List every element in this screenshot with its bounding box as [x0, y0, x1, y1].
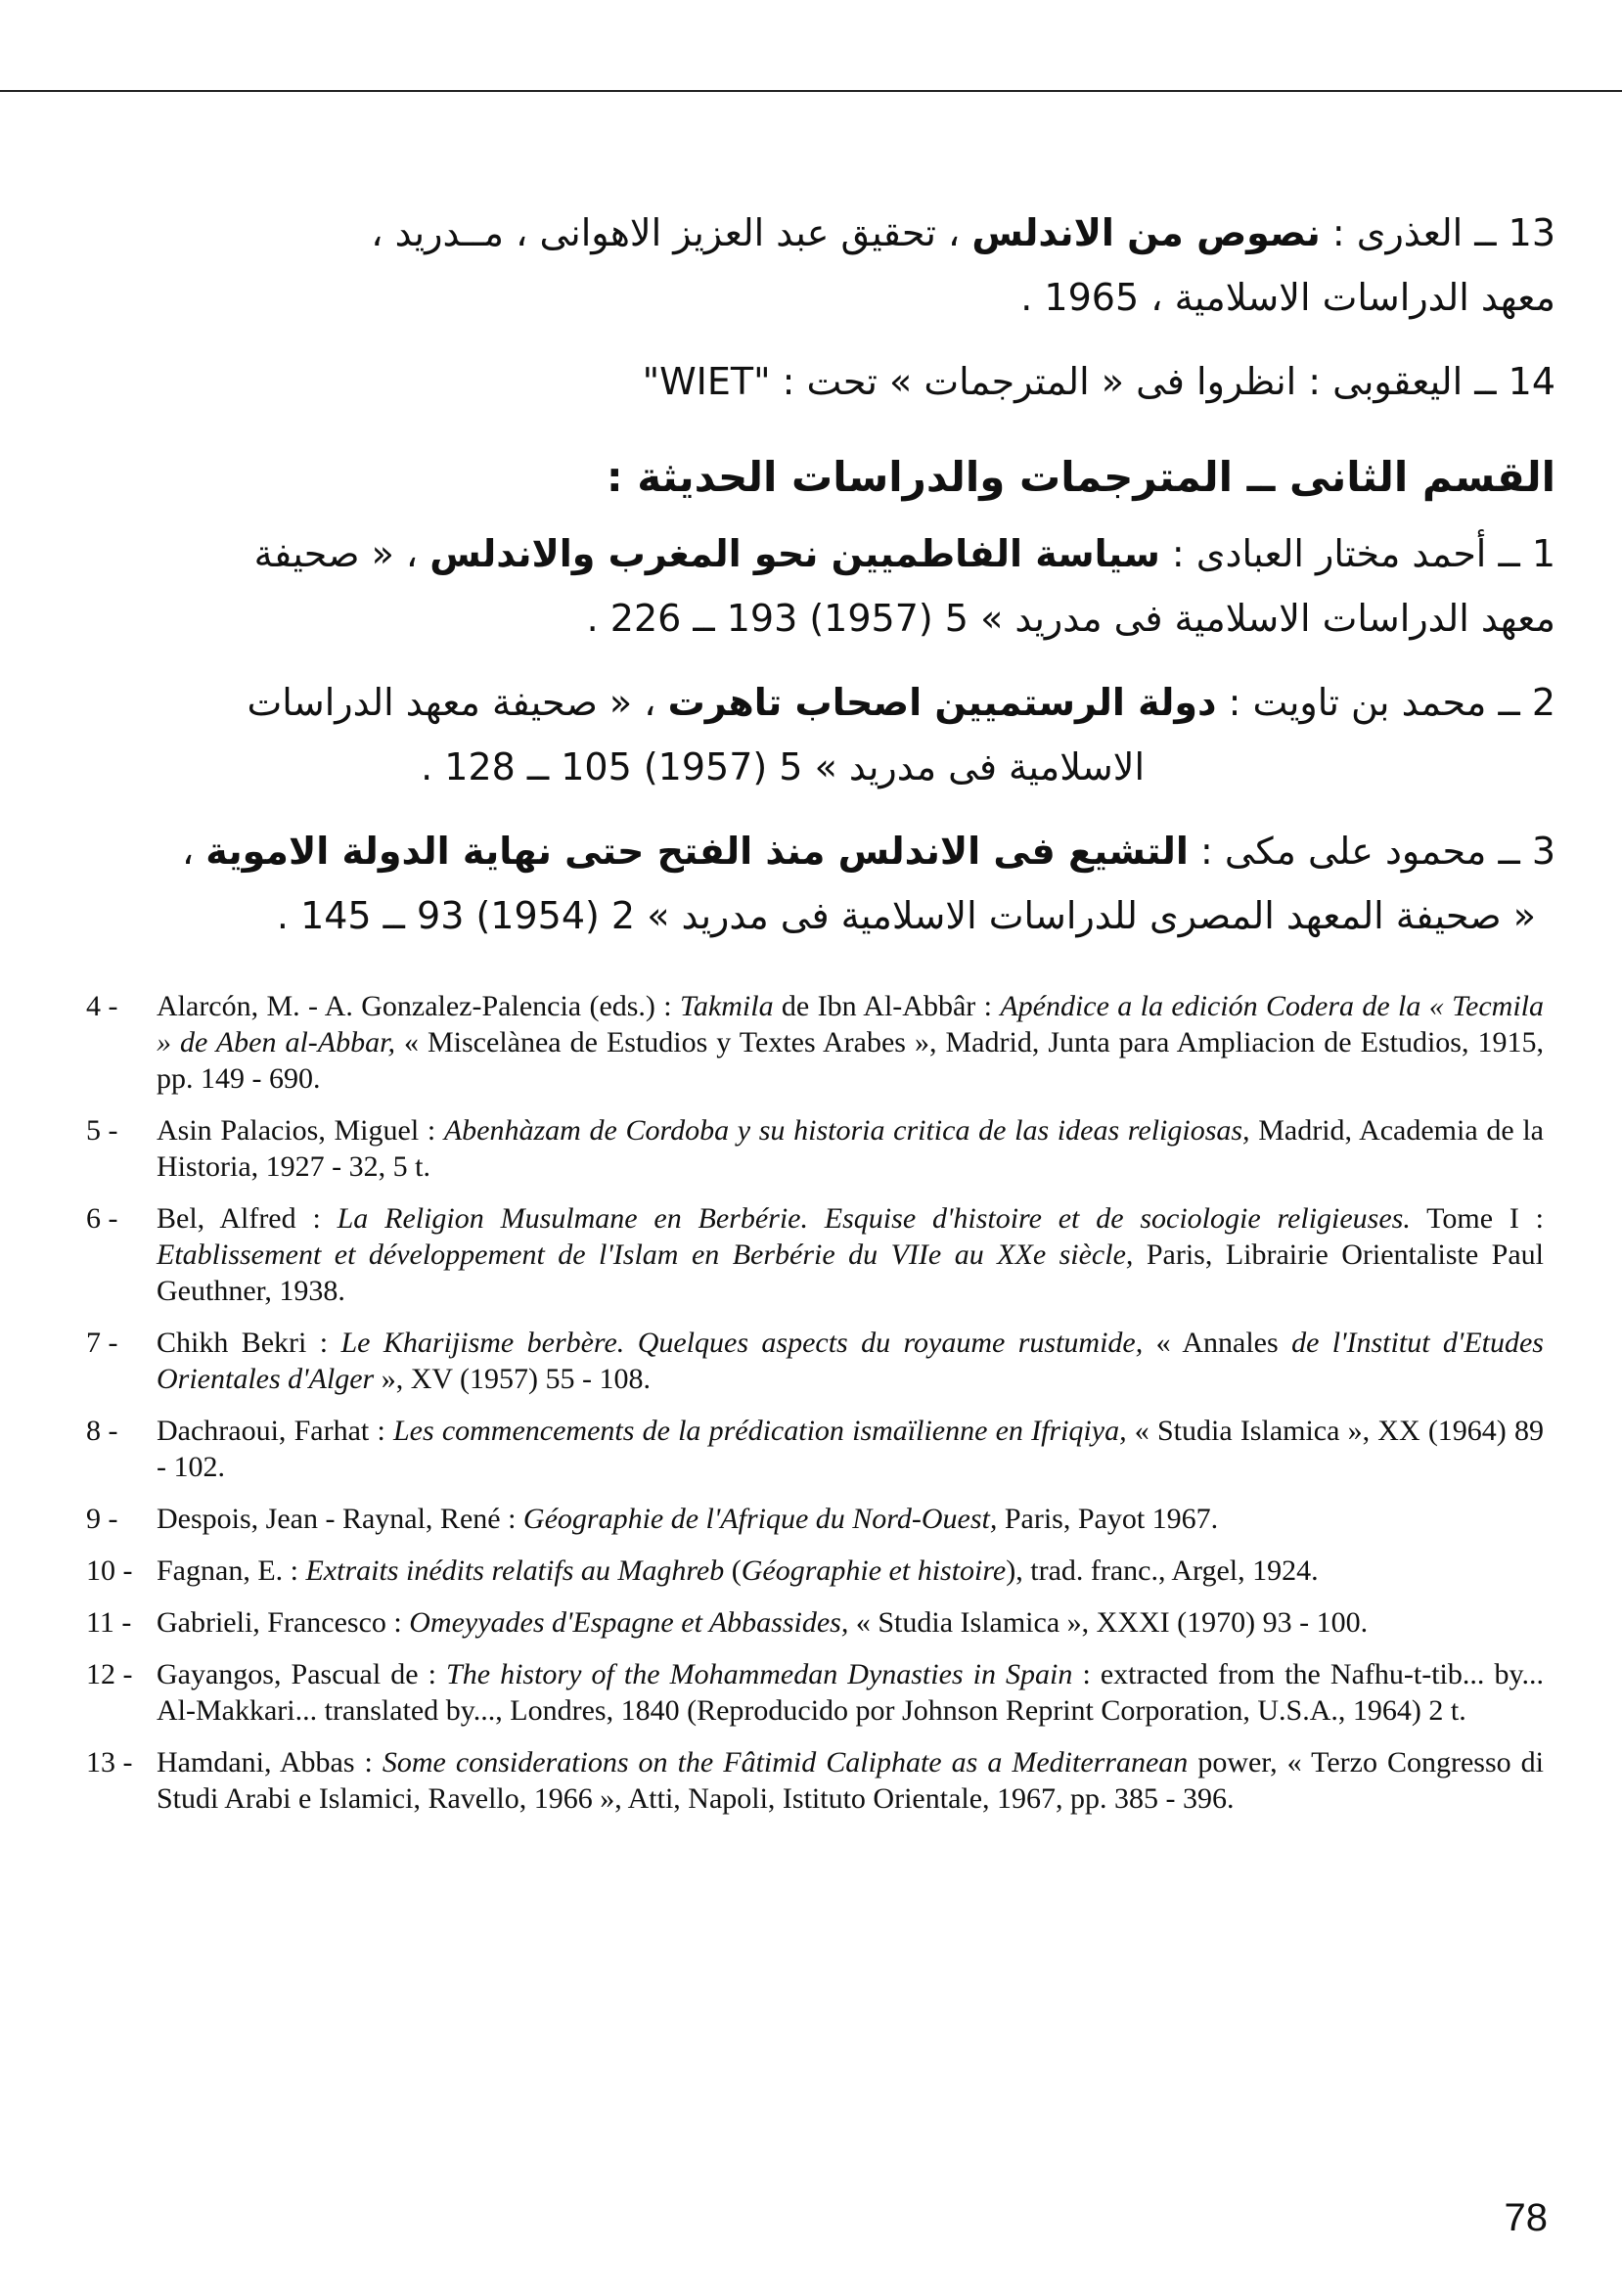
item-title: سياسة الفاطميين نحو المغرب والاندلس	[429, 532, 1160, 575]
item-author: محمد بن تاويت :	[1216, 681, 1487, 724]
arabic-modern-2-cont: الاسلامية فى مدريد » 5 (1957) 105 ــ 128 .	[421, 745, 1145, 788]
arabic-section	[78, 201, 1555, 948]
reference-number: 7 -	[86, 1327, 118, 1359]
ref-text: « Studia Islamica », XX (1964) 89 - 102.	[157, 1415, 1544, 1483]
reference-number: 11 -	[86, 1606, 132, 1639]
ref-title: La Religion Musulmane en Berbérie. Esquise d'histoire et de sociologie religieuses.	[337, 1202, 1411, 1235]
ref-title: Les commencements de la prédication ismaïlienne en Ifriqiya,	[392, 1415, 1127, 1447]
ref-title: Extraits inédits relatifs au Maghreb	[305, 1554, 725, 1587]
reference-item	[86, 988, 1544, 1097]
reference-number: 5 -	[86, 1114, 118, 1147]
arabic-modern-1: 1 ــ أحمد مختار العبادى : سياسة الفاطميين نحو المغرب والاندلس ، « صحيفة	[253, 532, 1555, 575]
ref-title: Some considerations on the Fâtimid Caliphate as a Mediterranean	[382, 1746, 1189, 1778]
item-author: أحمد مختار العبادى :	[1159, 532, 1487, 575]
arabic-modern-3-cont: « صحيفة المعهد المصرى للدراسات الاسلامية فى مدريد » 2 (1954) 93 ــ 145 .	[276, 894, 1536, 937]
arabic-item-13-cont: معهد الدراسات الاسلامية ، 1965 .	[1020, 276, 1555, 319]
references-list	[86, 988, 1544, 1832]
item-number: 14	[1508, 360, 1555, 403]
ref-text: power, « Terzo Congresso di Studi Arabi e Islamici, Ravello, 1966 », Atti, Napoli, Istituto Orientale, 1967, pp. 385 - 396.	[157, 1746, 1544, 1815]
item-number: 2	[1531, 681, 1555, 724]
ref-text: », XV (1957) 55 - 108.	[374, 1363, 651, 1395]
top-rule	[0, 90, 1622, 92]
reference-number: 13 -	[86, 1746, 133, 1778]
ref-text: Alarcón, M. - A. Gonzalez-Palencia (eds.) :	[157, 990, 680, 1022]
reference-item	[86, 1744, 1544, 1817]
item-number: 3	[1531, 830, 1555, 873]
ref-title: Omeyyades d'Espagne et Abbassides,	[409, 1606, 849, 1639]
section-heading: القسم الثانى ــ المترجمات والدراسات الحديثة :	[606, 453, 1555, 501]
item-number: 13	[1508, 211, 1555, 254]
item-rest: ، « صحيفة معهد الدراسات	[247, 681, 668, 724]
ref-title: Le Kharijisme berbère. Quelques aspects du royaume rustumide,	[340, 1327, 1144, 1359]
reference-number: 4 -	[86, 990, 118, 1022]
item-rest: ، « صحيفة	[253, 532, 430, 575]
ref-title: Abenhàzam de Cordoba y su historia critica de las ideas religiosas,	[443, 1114, 1250, 1147]
ref-text: Paris, Payot 1967.	[997, 1503, 1219, 1535]
reference-item	[86, 1604, 1544, 1641]
ref-text: Gabrieli, Francesco :	[157, 1606, 410, 1639]
ref-title: Takmila	[679, 990, 774, 1022]
item-author: العذرى :	[1320, 211, 1464, 254]
arabic-modern-2: 2 ــ محمد بن تاويت : دولة الرستميين اصحاب تاهرت ، « صحيفة معهد الدراسات	[247, 681, 1555, 724]
item-text: اليعقوبى : انظروا فى « المترجمات » تحت : "WIET"	[642, 360, 1464, 403]
item-title: نصوص من الاندلس	[971, 211, 1321, 254]
ref-text: (	[724, 1554, 742, 1587]
ref-text: Tome I :	[1410, 1202, 1544, 1235]
arabic-item-14: 14 ــ اليعقوبى : انظروا فى « المترجمات » تحت : "WIET"	[642, 360, 1555, 403]
reference-item	[86, 1325, 1544, 1397]
ref-title: The history of the Mohammedan Dynasties in Spain	[446, 1658, 1073, 1690]
ref-text: Paris, Librairie Orientaliste Paul Geuthner, 1938.	[157, 1238, 1544, 1307]
ref-title: Apéndice a la edición Codera de la « Tecmila » de Aben al-Abbar,	[157, 990, 1544, 1058]
ref-text: Despois, Jean - Raynal, René :	[157, 1503, 523, 1535]
item-number: 1	[1531, 532, 1555, 575]
reference-item	[86, 1413, 1544, 1485]
ref-text: Bel, Alfred :	[157, 1202, 338, 1235]
ref-text: Fagnan, E. :	[157, 1554, 306, 1587]
ref-text: Chikh Bekri :	[157, 1327, 341, 1359]
ref-text: Madrid, Academia de la Historia, 1927 - 32, 5 t.	[157, 1114, 1544, 1183]
ref-title: Géographie de l'Afrique du Nord-Ouest,	[522, 1503, 998, 1535]
ref-text: ), trad. franc., Argel, 1924.	[1006, 1554, 1319, 1587]
item-title: التشيع فى الاندلس منذ الفتح حتى نهاية الدولة الاموية	[205, 830, 1189, 873]
reference-number: 8 -	[86, 1415, 118, 1447]
reference-item	[86, 1656, 1544, 1729]
ref-text: de Ibn Al-Abbâr :	[773, 990, 1001, 1022]
ref-text: Dachraoui, Farhat :	[157, 1415, 393, 1447]
reference-number: 12 -	[86, 1658, 133, 1690]
ref-text: « Annales	[1143, 1327, 1292, 1359]
item-title: دولة الرستميين اصحاب تاهرت	[667, 681, 1217, 724]
ref-text: Asin Palacios, Miguel :	[157, 1114, 444, 1147]
ref-title: Géographie et histoire	[741, 1554, 1007, 1587]
reference-number: 10 -	[86, 1554, 133, 1587]
reference-number: 6 -	[86, 1202, 118, 1235]
reference-item	[86, 1501, 1544, 1537]
item-rest: ،	[181, 830, 206, 873]
item-author: محمود على مكى :	[1188, 830, 1487, 873]
ref-text: « Miscelànea de Estudios y Textes Arabes », Madrid, Junta para Ampliacion de Estudios, 1915, pp. 149 - 690.	[157, 1026, 1544, 1095]
ref-text: « Studia Islamica », XXXI (1970) 93 - 100.	[848, 1606, 1369, 1639]
arabic-modern-3: 3 ــ محمود على مكى : التشيع فى الاندلس منذ الفتح حتى نهاية الدولة الاموية ،	[181, 830, 1555, 873]
ref-title: Etablissement et développement de l'Islam en Berbérie du VIIe au XXe siècle,	[157, 1238, 1134, 1271]
arabic-item-13: 13 ــ العذرى : نصوص من الاندلس ، تحقيق عبد العزيز الاهوانى ، مــدريد ،	[371, 211, 1555, 254]
page-number: 78	[1504, 2196, 1548, 2239]
ref-text: : extracted from the Nafhu-t-tib... by... Al-Makkari... translated by..., Londres, 1840 (Reproducido por Johnson Reprint Corporation, U.S.A., 1964) 2 t.	[157, 1658, 1544, 1727]
ref-title: de l'Institut d'Etudes Orientales d'Alger	[157, 1327, 1544, 1395]
item-rest: ، تحقيق عبد العزيز الاهوانى ، مــدريد ،	[371, 211, 972, 254]
reference-item	[86, 1553, 1544, 1589]
arabic-modern-1-cont: معهد الدراسات الاسلامية فى مدريد » 5 (1957) 193 ــ 226 .	[586, 597, 1555, 640]
reference-number: 9 -	[86, 1503, 118, 1535]
ref-text: Gayangos, Pascual de :	[157, 1658, 447, 1690]
reference-item	[86, 1200, 1544, 1309]
reference-item	[86, 1112, 1544, 1185]
ref-text: Hamdani, Abbas :	[157, 1746, 383, 1778]
